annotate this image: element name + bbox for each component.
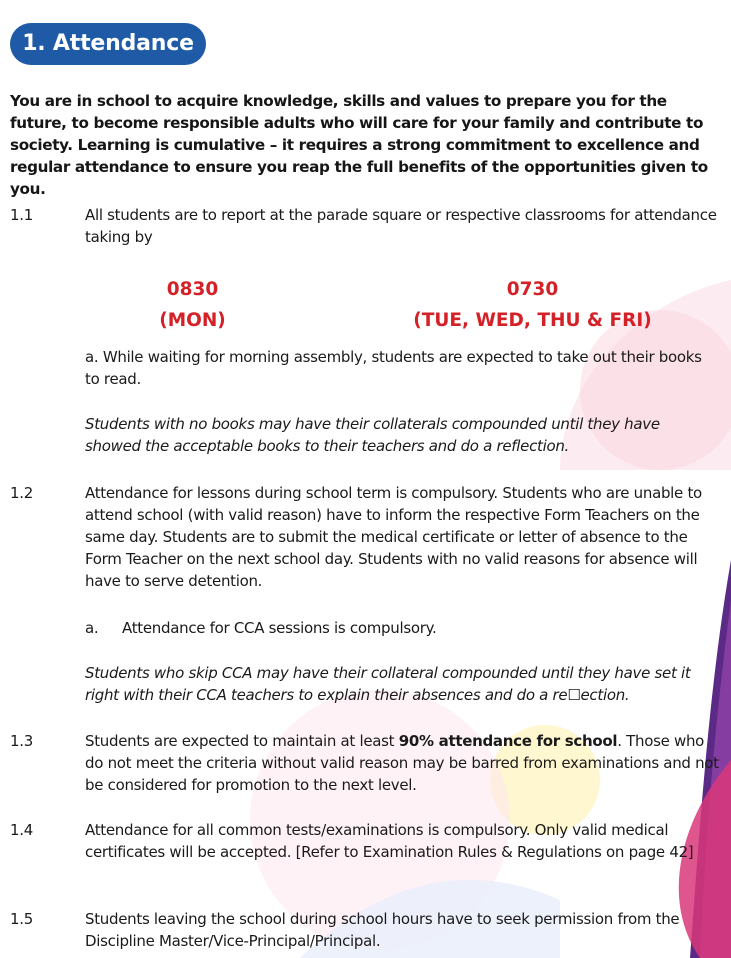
time-monday [95,274,290,336]
rule-number: 1.4 [10,821,33,839]
rule-1-2-note: Students who skip CCA may have their collateral compounded until they have set it right with their CCA teachers to explain their absences and do a re☐ection. [85,664,691,704]
time-value: 0830 [166,279,219,300]
rule-number: 1.5 [10,910,33,928]
rule-1-1-sub-a: a. While waiting for morning assembly, students are expected to take out their books to read. [85,348,702,388]
rule-text [85,730,720,796]
rule-text: Attendance for lessons during school term is compulsory. Students who are unable to attend school (with valid reason) have to inform the respective Form Teachers on the same day. Students are to submit the medical certificate or letter of absence to the Form Teacher on the next school day. Students with no valid reasons for absence will have to serve detention. [85,484,702,590]
rule-1-2-sub-a [85,617,710,639]
attendance-times [0,274,731,334]
rule-1-1-note: Students with no books may have their collaterals compounded until they have showed the acceptable books to their teachers and do a reflection. [85,415,660,455]
rule-number: 1.3 [10,732,33,750]
rule-text-end: . Those who do not meet the criteria without valid reason may be barred from examinations and not be considered for promotion to the next level. [85,732,719,794]
rule-text-start: Students are expected to maintain at least [85,732,399,750]
intro-paragraph: You are in school to acquire knowledge, skills and values to prepare you for the future, to become responsible adults who will care for your family and contribute to society. Learning is cumulative – it requires a strong commitment to excellence and regular attendance to ensure you reap the full benefits of the opportunities given to you. [10,92,708,198]
sub-label: a. [85,619,99,637]
time-days: (MON) [159,310,226,331]
rule-text: All students are to report at the parade square or respective classrooms for attendance taking by [85,206,717,246]
time-days: (TUE, WED, THU & FRI) [413,310,652,331]
rule-text: Students leaving the school during school hours have to seek permission from the Discipline Master/Vice-Principal/Principal. [85,910,680,950]
attendance-requirement: 90% attendance for school [398,732,618,750]
time-value: 0730 [506,279,559,300]
section-title: 1. Attendance [10,23,206,65]
sub-text: Attendance for CCA sessions is compulsory. [122,619,437,637]
rule-number: 1.1 [10,206,33,224]
rule-number: 1.2 [10,484,33,502]
rule-text: Attendance for all common tests/examinations is compulsory. Only valid medical certificates will be accepted. [Refer to Examination Rules & Regulations on page 42] [85,821,694,861]
time-tue-fri [385,274,680,336]
